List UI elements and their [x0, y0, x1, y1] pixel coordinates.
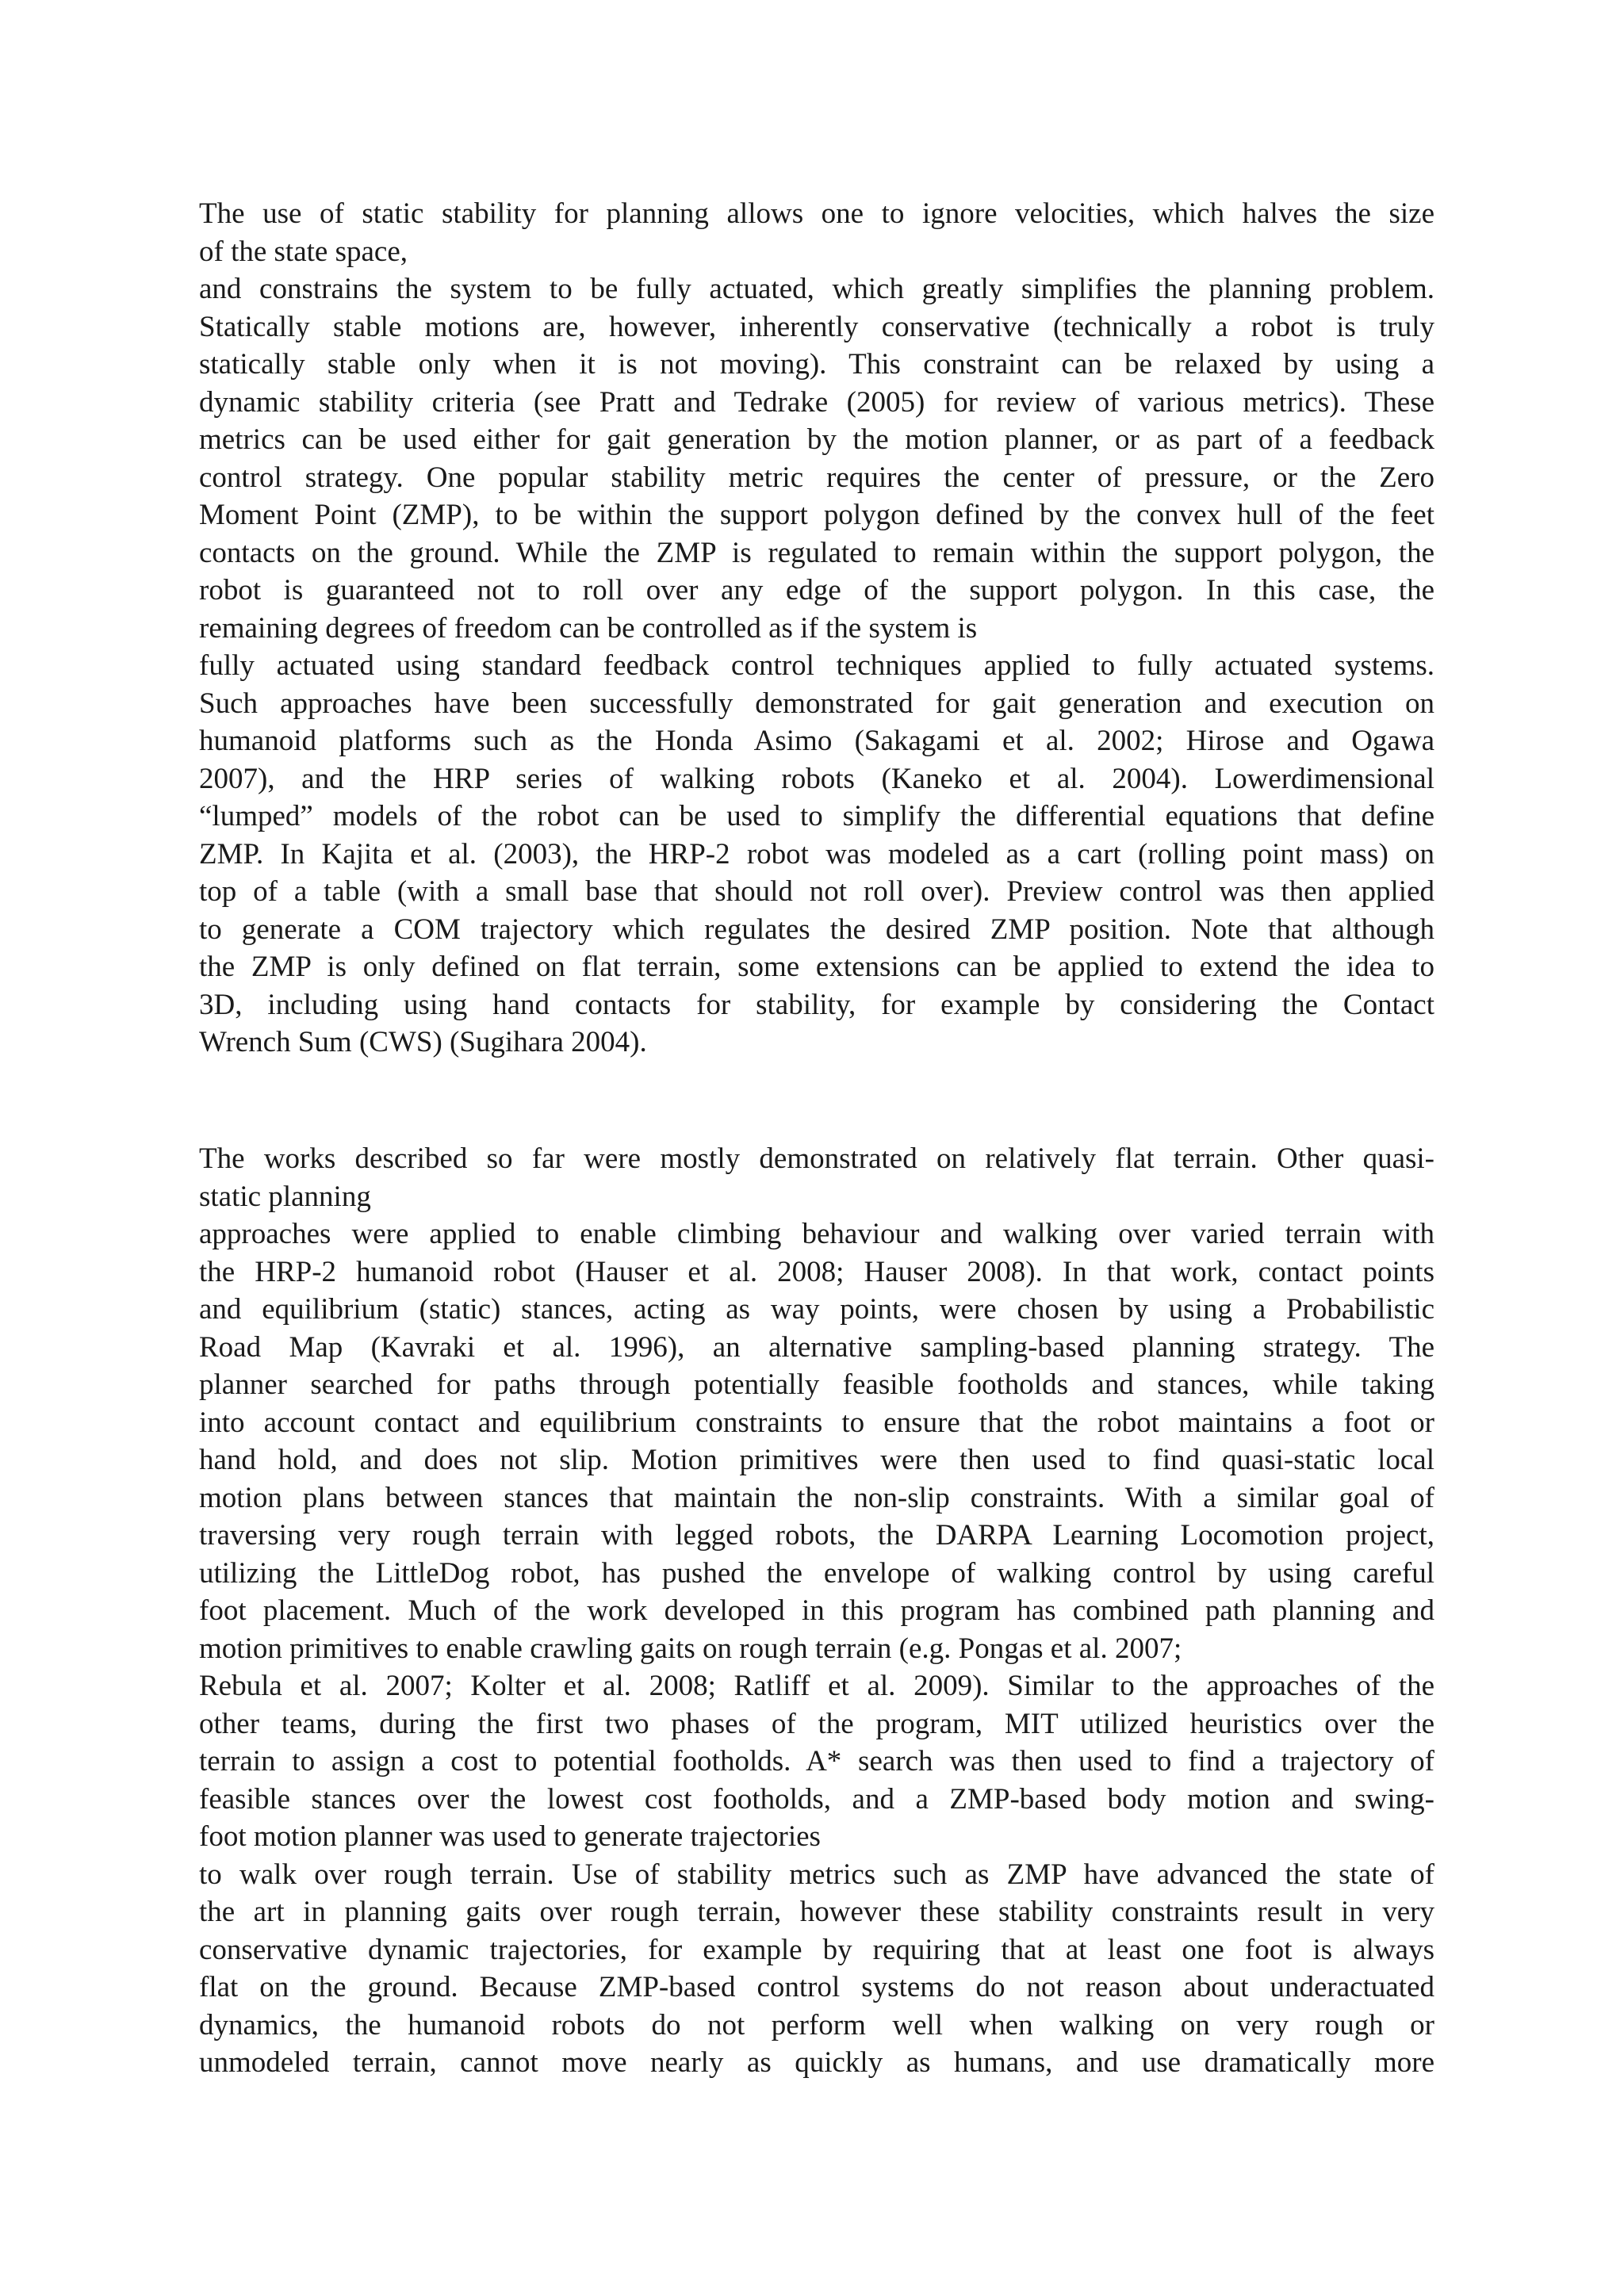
- text-line: into account contact and equilibrium constraints to ensure that the robot maintains a foot or: [199, 1406, 1434, 1439]
- text-line: dynamic stability criteria (see Pratt and Tedrake (2005) for review of various metrics). These: [199, 385, 1434, 419]
- text-line: to generate a COM trajectory which regulates the desired ZMP position. Note that although: [199, 913, 1434, 946]
- text-line: top of a table (with a small base that should not roll over). Preview control was then applied: [199, 875, 1434, 908]
- text-line: The use of static stability for planning allows one to ignore velocities, which halves the size: [199, 197, 1434, 230]
- text-line: remaining degrees of freedom can be controlled as if the system is: [199, 611, 978, 645]
- text-line: robot is guaranteed not to roll over any edge of the support polygon. In this case, the: [199, 574, 1434, 607]
- text-line: static planning: [199, 1180, 371, 1213]
- text-line: dynamics, the humanoid robots do not perform well when walking on very rough or: [199, 2008, 1434, 2042]
- text-line: the ZMP is only defined on flat terrain, some extensions can be applied to extend the idea to: [199, 951, 1434, 983]
- text-line: Road Map (Kavraki et al. 1996), an alternative sampling-based planning strategy. The: [199, 1330, 1434, 1364]
- text-line: ZMP. In Kajita et al. (2003), the HRP-2 robot was modeled as a cart (rolling point mass) on: [199, 837, 1434, 871]
- text-line: humanoid platforms such as the Honda Asimo (Sakagami et al. 2002; Hirose and Ogawa: [199, 725, 1434, 757]
- text-line: approaches were applied to enable climbing behaviour and walking over varied terrain with: [199, 1218, 1434, 1250]
- text-line: the art in planning gaits over rough terrain, however these stability constraints result in very: [199, 1896, 1434, 1928]
- text-line: hand hold, and does not slip. Motion primitives were then used to find quasi-static local: [199, 1444, 1434, 1476]
- text-line: “lumped” models of the robot can be used to simplify the differential equations that define: [199, 800, 1434, 832]
- paragraph-2: [199, 1140, 1434, 2082]
- text-line: motion primitives to enable crawling gaits on rough terrain (e.g. Pongas et al. 2007;: [199, 1632, 1182, 1665]
- text-line: of the state space,: [199, 235, 408, 268]
- text-line: motion plans between stances that maintain the non-slip constraints. With a similar goal of: [199, 1481, 1434, 1514]
- text-line: planner searched for paths through potentially feasible footholds and stances, while taking: [199, 1368, 1434, 1401]
- text-line: the HRP-2 humanoid robot (Hauser et al. 2008; Hauser 2008). In that work, contact points: [199, 1255, 1434, 1288]
- text-line: unmodeled terrain, cannot move nearly as quickly as humans, and use dramatically more: [199, 2046, 1434, 2079]
- text-line: flat on the ground. Because ZMP-based control systems do not reason about underactuated: [199, 1971, 1434, 2003]
- text-line: Rebula et al. 2007; Kolter et al. 2008; Ratliff et al. 2009). Similar to the approaches of the: [199, 1670, 1434, 1702]
- text-line: 3D, including using hand contacts for stability, for example by considering the Contact: [199, 988, 1434, 1021]
- text-line: Statically stable motions are, however, inherently conservative (technically a robot is truly: [199, 310, 1434, 343]
- text-line: terrain to assign a cost to potential footholds. A* search was then used to find a trajectory of: [199, 1745, 1434, 1777]
- text-line: feasible stances over the lowest cost footholds, and a ZMP-based body motion and swing-: [199, 1782, 1434, 1816]
- text-line: Wrench Sum (CWS) (Sugihara 2004).: [199, 1026, 647, 1058]
- text-line: metrics can be used either for gait generation by the motion planner, or as part of a feedback: [199, 423, 1434, 456]
- text-line: foot placement. Much of the work developed in this program has combined path planning and: [199, 1594, 1434, 1627]
- text-line: fully actuated using standard feedback control techniques applied to fully actuated systems.: [199, 649, 1434, 682]
- text-line: and constrains the system to be fully actuated, which greatly simplifies the planning problem.: [199, 273, 1434, 305]
- text-line: and equilibrium (static) stances, acting as way points, were chosen by using a Probabilistic: [199, 1293, 1434, 1326]
- text-line: to walk over rough terrain. Use of stability metrics such as ZMP have advanced the state of: [199, 1858, 1434, 1891]
- text-line: conservative dynamic trajectories, for example by requiring that at least one foot is always: [199, 1933, 1434, 1966]
- paragraph-1: [199, 195, 1434, 1062]
- text-line: statically stable only when it is not moving). This constraint can be relaxed by using a: [199, 348, 1434, 381]
- text-line: utilizing the LittleDog robot, has pushed the envelope of walking control by using careful: [199, 1556, 1434, 1590]
- text-line: 2007), and the HRP series of walking robots (Kaneko et al. 2004). Lowerdimensional: [199, 762, 1434, 795]
- text-line: Moment Point (ZMP), to be within the support polygon defined by the convex hull of the feet: [199, 499, 1434, 531]
- text-line: The works described so far were mostly demonstrated on relatively flat terrain. Other quasi-: [199, 1142, 1434, 1175]
- text-line: foot motion planner was used to generate trajectories: [199, 1820, 821, 1853]
- text-line: traversing very rough terrain with legged robots, the DARPA Learning Locomotion project,: [199, 1519, 1434, 1552]
- text-line: other teams, during the first two phases of the program, MIT utilized heuristics over the: [199, 1707, 1434, 1740]
- text-line: contacts on the ground. While the ZMP is regulated to remain within the support polygon, the: [199, 536, 1434, 569]
- text-line: control strategy. One popular stability metric requires the center of pressure, or the Zero: [199, 461, 1434, 494]
- text-line: Such approaches have been successfully demonstrated for gait generation and execution on: [199, 687, 1434, 720]
